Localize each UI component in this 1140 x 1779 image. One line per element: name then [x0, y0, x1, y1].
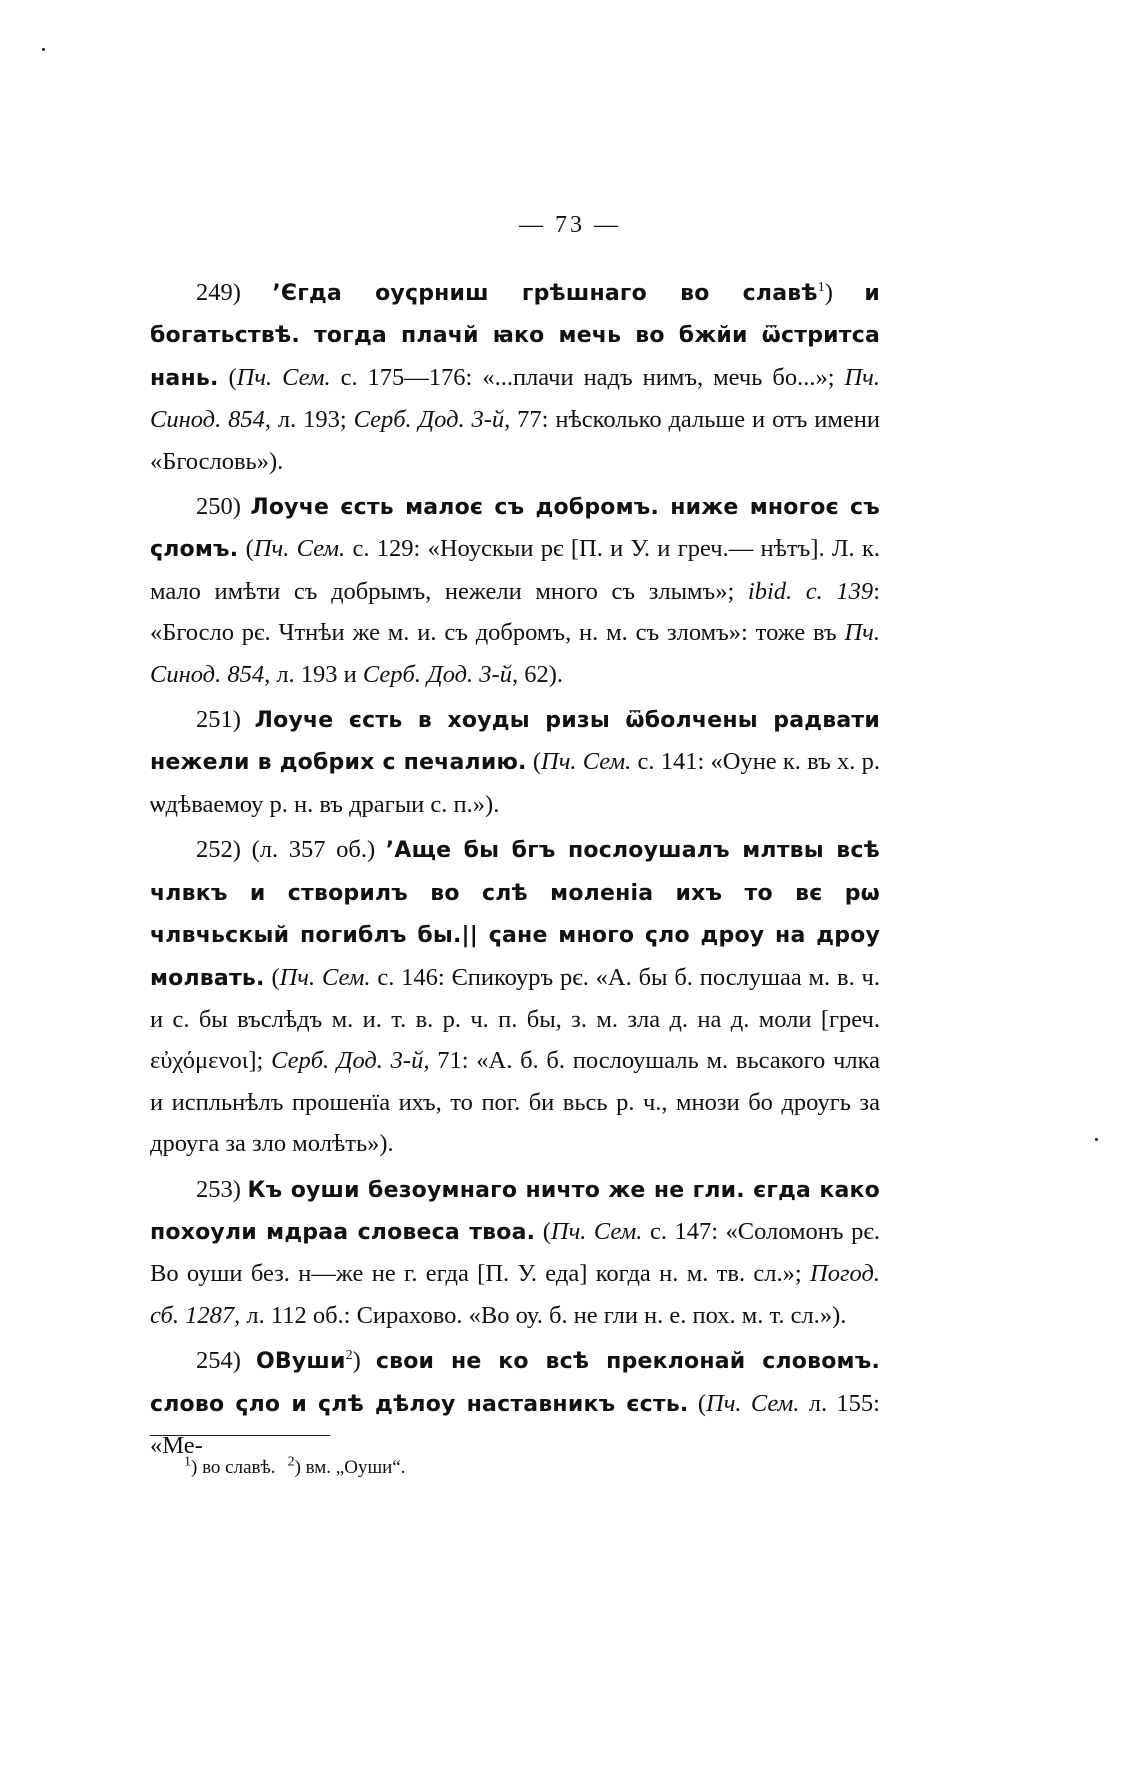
source-reference: Пч. Сем.	[541, 748, 632, 776]
commentary-text: 71: «А. б. б. послоушаль м. вьсакого члка и испльнѣлъ прошенїа ихъ, то пог. би вьсь р. ч., мнози бо дроугь за дроуга за зло молѣть»).	[150, 1047, 880, 1158]
source-reference: Пч. Синод. 854,	[150, 363, 880, 434]
source-reference: Пч. Сем.	[279, 963, 371, 991]
source-reference: Погод. сб. 1287,	[150, 1260, 880, 1329]
entry-252	[150, 829, 880, 1164]
entry-number: 249)	[196, 279, 241, 306]
source-reference: Серб. Дод. 3-й,	[353, 406, 511, 434]
church-slavonic-quote: свои не ко всѣ преклонай словомъ. слово ҁло и ҁлѣ дѣлоу наставникъ єсть.	[150, 1349, 881, 1417]
footnote-mark: 1	[184, 1454, 191, 1470]
footnote-mark: 2	[345, 1348, 353, 1363]
commentary-text: (	[535, 1217, 551, 1245]
church-slavonic-quote: и богатьствѣ. тогда плачй ꙗко мечь во бжйи ѿстритса нань.	[150, 281, 880, 391]
entry-253	[150, 1169, 880, 1337]
scan-speck-right-margin	[1095, 1138, 1098, 1141]
commentary-text: с. 147: «Соломонъ рє. Во оуши без. н—же не г. егда [П. У. еда] когда н. м. тв. сл.»;	[150, 1217, 880, 1288]
page-number: — 73 —	[519, 212, 621, 238]
source-reference: Пч. Синод. 854,	[150, 619, 880, 688]
footnote-text: ) во славѣ.	[191, 1457, 276, 1478]
commentary-text: (	[264, 963, 280, 991]
entry-249	[150, 272, 880, 482]
footnote-text: ) вм. „Оуши“.	[294, 1457, 406, 1478]
source-reference: Пч. Сем.	[706, 1389, 800, 1417]
commentary-text: с. 141: «Оуне к. въ х. р. ѡдѣваемоу р. н. въ драгыи с. п.»).	[150, 748, 880, 818]
entry-251	[150, 699, 880, 825]
church-slavonic-quote: ОВуши	[256, 1349, 346, 1375]
footnote-mark: 2	[287, 1454, 295, 1470]
entry-number: 253)	[196, 1175, 241, 1203]
commentary-text: (	[526, 748, 541, 776]
commentary-text: л. 193;	[270, 406, 354, 434]
commentary-text: л. 155: «Ме-	[150, 1389, 880, 1459]
commentary-text: л. 112 об.: Сирахово. «Во оу. б. не гли н. е. пох. м. т. сл.»).	[240, 1301, 847, 1329]
church-slavonic-quote: Къ оуши безоумнаго ничто же не гли. єгда како похоули мдраа словеса твоа.	[150, 1177, 880, 1245]
footnote-2	[287, 1454, 406, 1478]
commentary-text: (	[688, 1389, 706, 1417]
entry-250	[150, 486, 880, 695]
entry-254	[150, 1340, 880, 1466]
source-reference: ibid. с. 139	[747, 577, 874, 605]
footnote-divider	[150, 1435, 330, 1436]
commentary-text: с. 129: «Ноускыи рє [П. и У. и греч.— нѣтъ]. Л. к. мало имѣти съ добрымъ, нежели много съ злымъ»;	[150, 535, 880, 605]
commentary-text: с. 175—176: «...плачи надъ нимъ, мечь бо...»;	[330, 363, 845, 391]
church-slavonic-quote: Лоуче єсть малоє съ добромъ. ниже многоє съ ҁломъ.	[150, 495, 881, 563]
commentary-text: с. 146: Єпикоуръ рє. «А. бы б. послушаа м. в. ч. и с. бы въслѣдъ м. и. т. в. р. ч. п. бы, з. м. зла д. на д. моли [греч. εὐχόμενοι];	[150, 963, 880, 1075]
source-reference: Пч. Сем.	[236, 363, 331, 391]
source-reference: Серб. Дод. 3-й,	[362, 660, 519, 688]
scan-speck-top-left	[42, 48, 45, 51]
commentary-text: л. 193 и	[270, 660, 363, 688]
church-slavonic-quote: ʼАще бы бгъ послоушалъ млтвы всѣ члвкъ и створилъ во слѣ моленіа ихъ то вє рѡ члвчьскый погиблъ бы.|| ҁане много ҁло дроу на дроу молвать.	[150, 838, 880, 991]
entry-number: 250)	[196, 493, 241, 521]
commentary-text: 77: нѣсколько дальше и отъ имени «Бгословь»).	[150, 406, 880, 475]
footnotes	[184, 1455, 405, 1481]
footnote-mark: 1	[817, 279, 825, 295]
commentary-text: : «Бгосло рє. Чтнѣи же м. и. съ добромъ, н. м. съ зломъ»: тоже въ	[150, 577, 880, 647]
commentary-text: (	[238, 535, 254, 563]
entry-number: 254)	[196, 1347, 241, 1375]
commentary-text: )	[824, 279, 865, 306]
main-text	[150, 272, 880, 1470]
church-slavonic-quote: ʼЄгда оуҁрниш грѣшнаго во славѣ	[272, 281, 818, 306]
commentary-text: (	[218, 363, 237, 391]
church-slavonic-quote: Лоуче єсть в хоуды ризы ѿболчены радвати нежели в добрих с печалию.	[150, 708, 881, 776]
commentary-text: (л. 357 об.)	[251, 836, 386, 864]
entry-number: 251)	[196, 706, 241, 734]
source-reference: Пч. Сем.	[253, 535, 346, 563]
commentary-text: )	[352, 1347, 376, 1375]
source-reference: Серб. Дод. 3-й,	[271, 1047, 430, 1075]
commentary-text: 62).	[518, 660, 563, 688]
footnote-1	[184, 1454, 276, 1478]
entry-number: 252)	[196, 836, 241, 864]
source-reference: Пч. Сем.	[550, 1217, 643, 1245]
